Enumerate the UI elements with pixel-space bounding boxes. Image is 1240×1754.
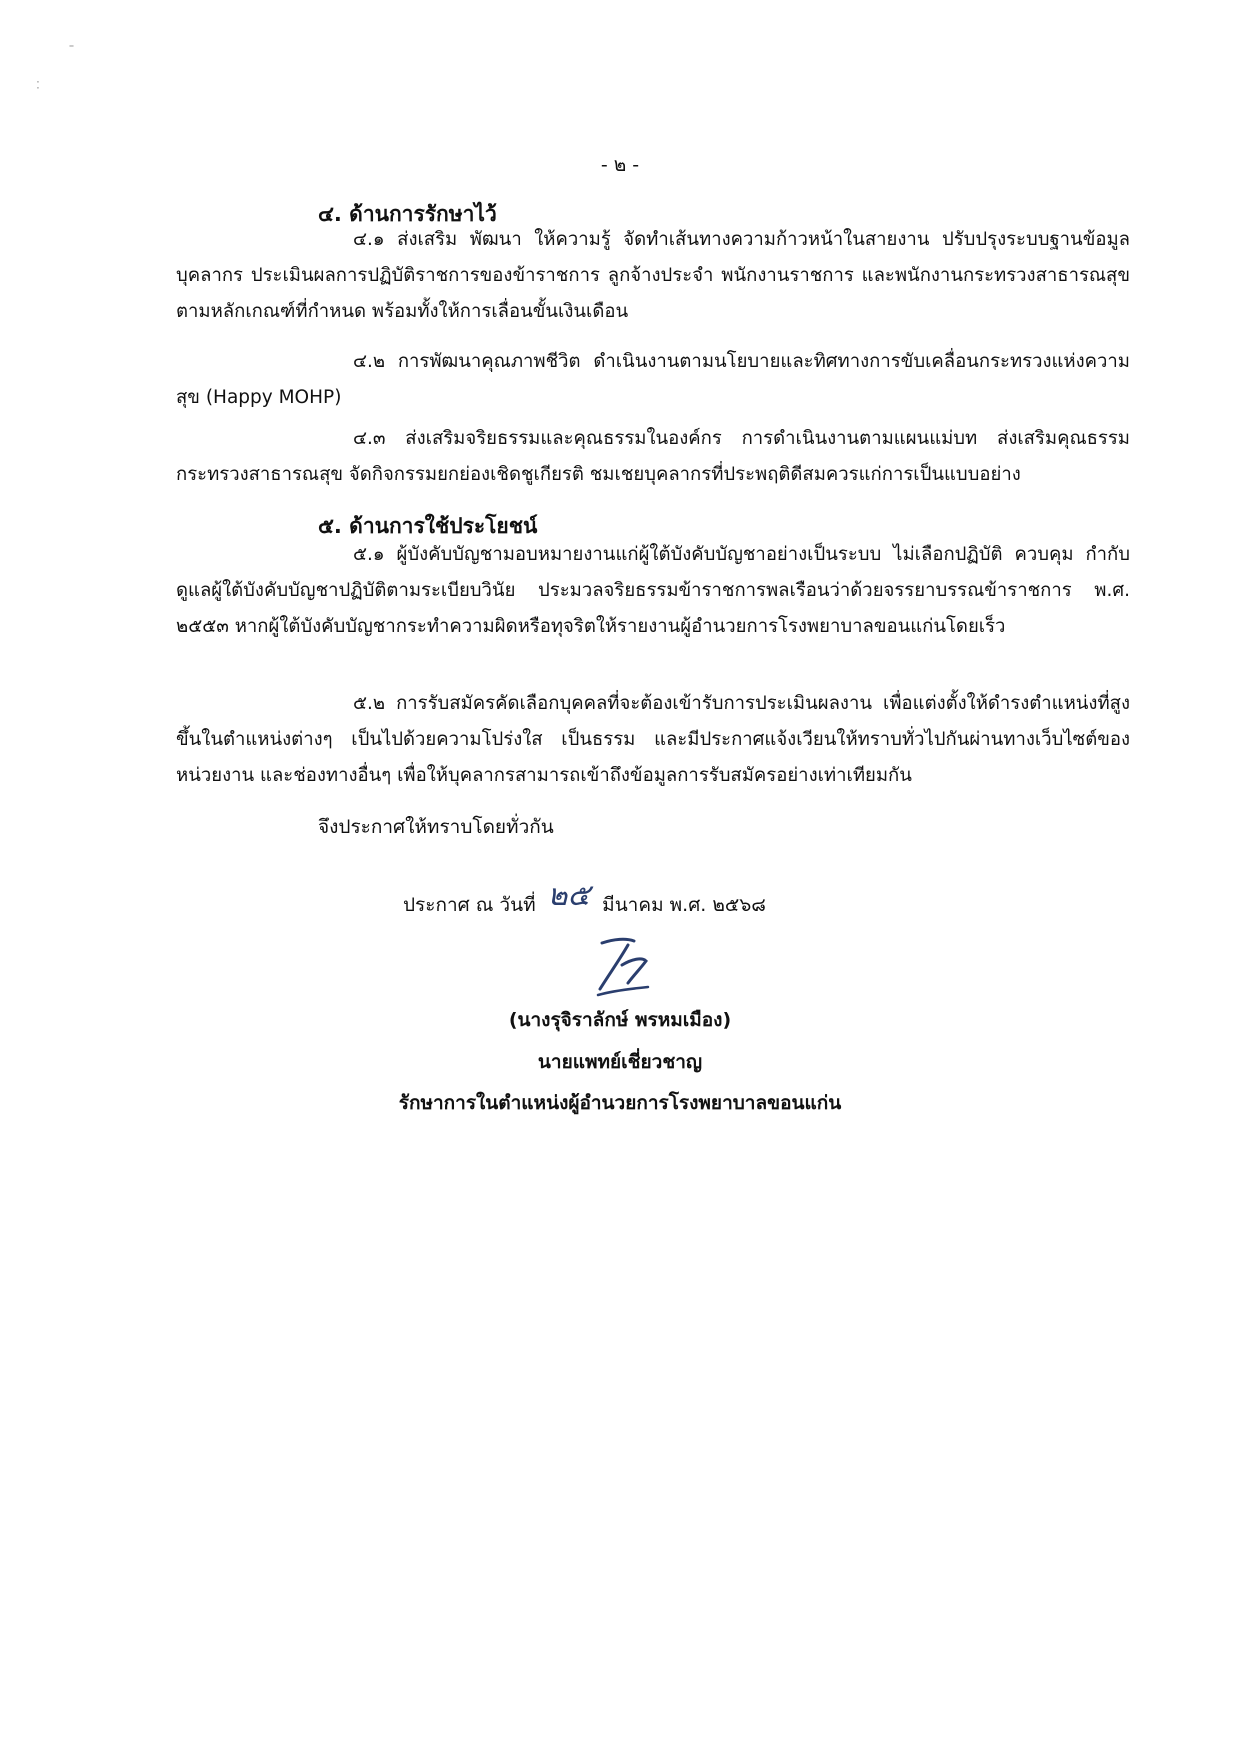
section-heading: ๕. ด้านการใช้ประโยชน์ (318, 514, 538, 538)
announcement-date (403, 878, 766, 925)
handwritten-signature (588, 935, 658, 1005)
date-suffix: มีนาคม พ.ศ. ๒๕๖๘ (602, 894, 766, 916)
paragraph: ๔.๑ ส่งเสริม พัฒนา ให้ความรู้ จัดทำเส้นทางความก้าวหน้าในสายงาน ปรับปรุงระบบฐานข้อมูลบุคลากร ประเมินผลการปฏิบัติราชการของข้าราชการ ลูกจ้างประจำ พนักงานราชการ และพนักงานกระทรวงสาธารณสุข ตามหลักเกณฑ์ที่กำหนด พร้อมทั้งให้การเลื่อนขั้นเงินเดือน (176, 229, 1130, 322)
scan-artifact-mark: ˉ (68, 44, 75, 60)
signatory-name: (นางรุจิราลักษ์ พรหมเมือง) (508, 1009, 732, 1031)
section-heading: ๔. ด้านการรักษาไว้ (318, 202, 497, 226)
date-prefix: ประกาศ ณ วันที่ (403, 894, 536, 916)
scan-artifact-mark: ˸ (36, 79, 40, 95)
signatory-position: นายแพทย์เชี่ยวชาญ (537, 1051, 703, 1073)
paragraph: ๔.๒ การพัฒนาคุณภาพชีวิต ดำเนินงานตามนโยบายและทิศทางการขับเคลื่อนกระทรวงแห่งความสุข (Happy MOHP) (176, 351, 1130, 408)
paragraph: ๕.๒ การรับสมัครคัดเลือกบุคคลที่จะต้องเข้ารับการประเมินผลงาน เพื่อแต่งตั้งให้ดำรงตำแหน่งที่สูงขึ้นในตำแหน่งต่างๆ เป็นไปด้วยความโปร่งใส เป็นธรรม และมีประกาศแจ้งเวียนให้ทราบทั่วไปกันผ่านทางเว็บไซต์ของหน่วยงาน และช่องทางอื่นๆ เพื่อให้บุคลากรสามารถเข้าถึงข้อมูลการรับสมัครอย่างเท่าเทียมกัน (176, 693, 1130, 786)
page-number: - ๒ - (600, 154, 640, 176)
paragraph: ๔.๓ ส่งเสริมจริยธรรมและคุณธรรมในองค์กร การดำเนินงานตามแผนแม่บท ส่งเสริมคุณธรรมกระทรวงสาธารณสุข จัดกิจกรรมยกย่องเชิดชูเกียรติ ชมเชยบุคลากรที่ประพฤติดีสมควรแก่การเป็นแบบอย่าง (176, 428, 1130, 485)
signatory-acting-title: รักษาการในตำแหน่งผู้อำนวยการโรงพยาบาลขอนแก่น (398, 1092, 842, 1114)
announcement: จึงประกาศให้ทราบโดยทั่วกัน (318, 816, 554, 838)
handwritten-day: ๒๕ (547, 878, 591, 913)
paragraph: ๕.๑ ผู้บังคับบัญชามอบหมายงานแก่ผู้ใต้บังคับบัญชาอย่างเป็นระบบ ไม่เลือกปฏิบัติ ควบคุม กำกับ ดูแลผู้ใต้บังคับบัญชาปฏิบัติตามระเบียบวินัย ประมวลจริยธรรมข้าราชการพลเรือนว่าด้วยจรรยาบรรณข้าราชการ พ.ศ. ๒๕๕๓ หากผู้ใต้บังคับบัญชากระทำความผิดหรือทุจริตให้รายงานผู้อำนวยการโรงพยาบาลขอนแก่นโดยเร็ว (176, 544, 1130, 637)
